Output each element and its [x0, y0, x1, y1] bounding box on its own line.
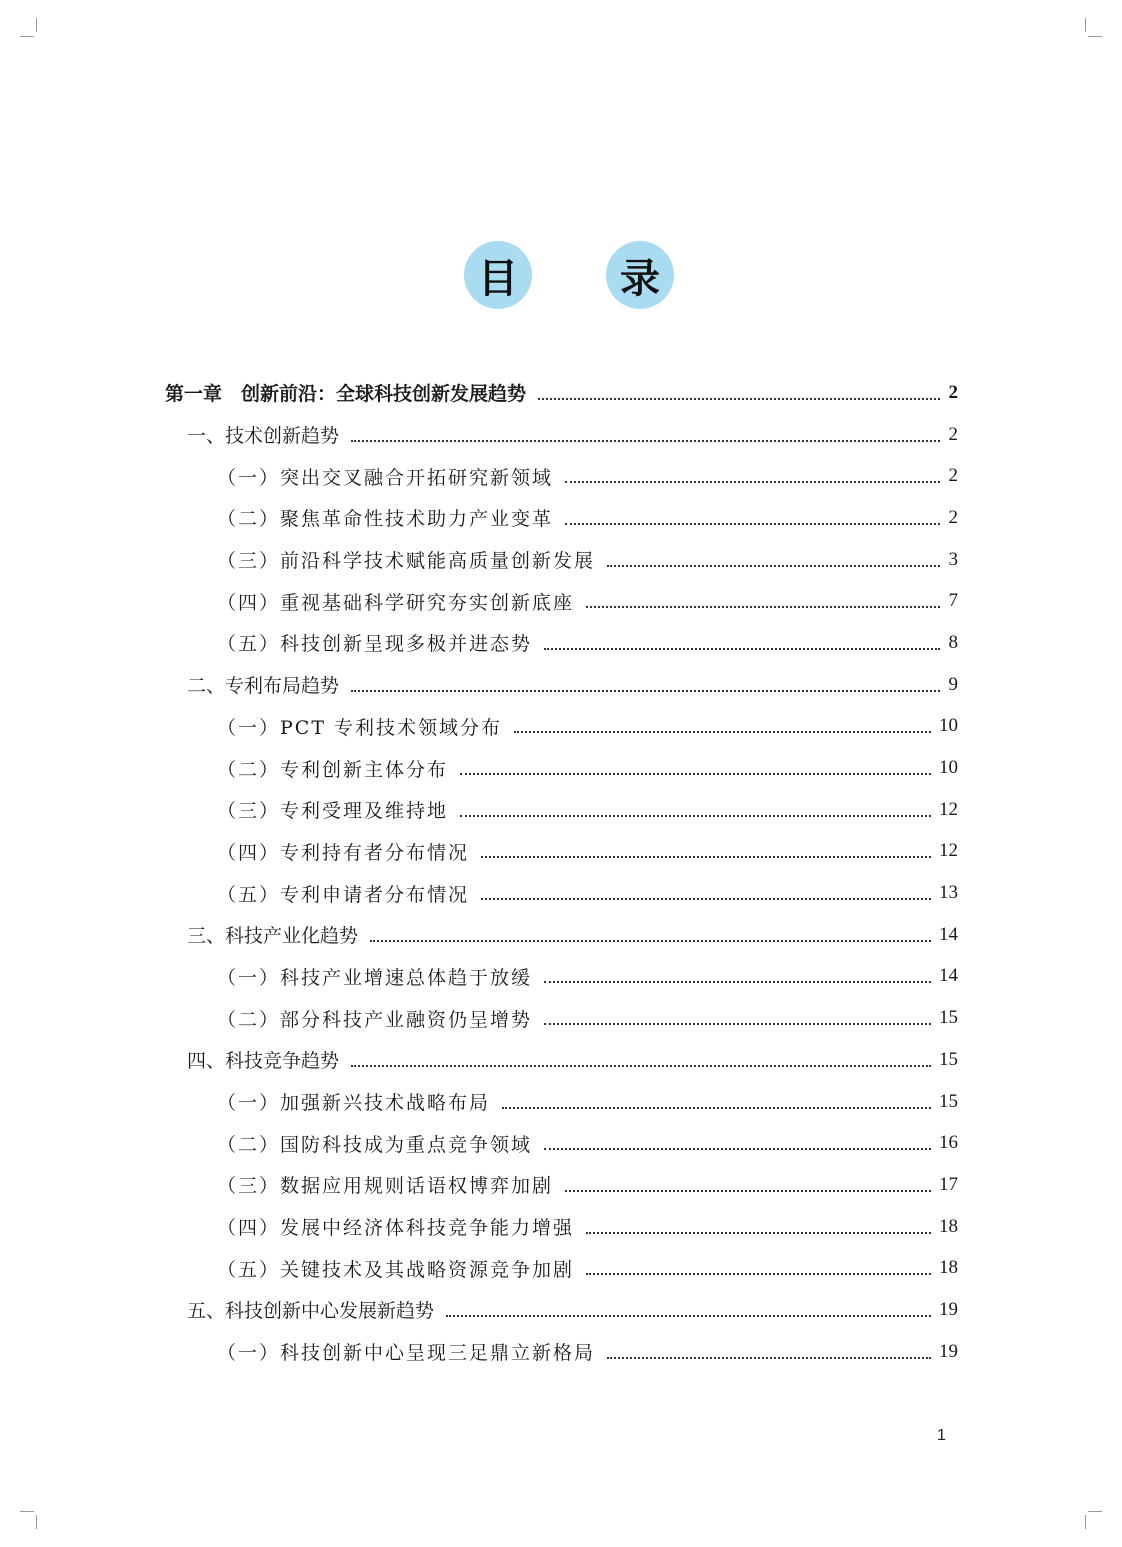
toc-leader-dots [481, 856, 931, 858]
toc-leader-dots [544, 981, 931, 983]
toc-entry[interactable] [165, 372, 958, 414]
toc-leader-dots [351, 1065, 931, 1067]
toc-entry-page: 2 [948, 381, 958, 403]
toc-entry-label: （一）PCT 专利技术领域分布 [217, 716, 503, 739]
toc-entry[interactable] [165, 1081, 958, 1123]
crop-mark [1085, 1515, 1086, 1529]
toc-leader-dots [565, 1190, 931, 1192]
toc-entry[interactable] [165, 706, 958, 748]
toc-entry[interactable] [165, 956, 958, 998]
toc-entry-label: （三）前沿科学技术赋能高质量创新发展 [217, 550, 596, 573]
toc-entry-label: 三、科技产业化趋势 [187, 925, 359, 948]
page-title [0, 241, 1122, 309]
toc-entry-label: （二）聚焦革命性技术助力产业变革 [217, 508, 554, 531]
toc-entry-label: （五）专利申请者分布情况 [217, 883, 470, 906]
toc-entry[interactable] [165, 1289, 958, 1331]
toc-entry-label: （四）专利持有者分布情况 [217, 841, 470, 864]
title-char-circle [464, 241, 532, 309]
toc-entry[interactable] [165, 1331, 958, 1373]
crop-mark [1088, 1511, 1102, 1512]
crop-mark [1088, 36, 1102, 37]
toc-entry-page: 15 [939, 1090, 958, 1112]
toc-entry-label: （三）数据应用规则话语权博弈加剧 [217, 1175, 554, 1198]
toc-leader-dots [460, 773, 931, 775]
toc-leader-dots [607, 1357, 931, 1359]
toc-entry-label: （一）加强新兴技术战略布局 [217, 1092, 491, 1115]
page-number: 1 [937, 1427, 946, 1444]
toc-entry-page: 15 [939, 1048, 958, 1070]
toc-entry-page: 19 [939, 1340, 958, 1362]
toc-leader-dots [544, 1023, 931, 1025]
toc-leader-dots [544, 648, 940, 650]
crop-mark [20, 1511, 34, 1512]
crop-mark [36, 1515, 37, 1529]
toc-entry-page: 2 [948, 506, 958, 528]
toc-entry-page: 9 [948, 673, 958, 695]
toc-leader-dots [544, 1148, 931, 1150]
toc-entry[interactable] [165, 497, 958, 539]
toc-entry[interactable] [165, 1122, 958, 1164]
toc-entry-page: 14 [939, 923, 958, 945]
toc-leader-dots [565, 481, 940, 483]
toc-entry-label: （三）专利受理及维持地 [217, 800, 449, 823]
toc-entry[interactable] [165, 1206, 958, 1248]
toc-entry-label: 五、科技创新中心发展新趋势 [187, 1300, 435, 1323]
toc-entry-label: （二）国防科技成为重点竞争领域 [217, 1133, 533, 1156]
title-char-circle [606, 241, 674, 309]
crop-mark [36, 18, 37, 32]
toc-entry-page: 18 [939, 1257, 958, 1279]
crop-mark [1085, 18, 1086, 32]
toc-entry-page: 13 [939, 882, 958, 904]
toc-leader-dots [446, 1315, 931, 1317]
toc-entry-page: 16 [939, 1132, 958, 1154]
toc-entry-page: 8 [948, 631, 958, 653]
toc-entry[interactable] [165, 455, 958, 497]
toc-entry[interactable] [165, 664, 958, 706]
title-char: 录 [620, 255, 660, 302]
toc-leader-dots [586, 1273, 931, 1275]
toc-entry[interactable] [165, 539, 958, 581]
toc-entry-page: 18 [939, 1215, 958, 1237]
toc-leader-dots [565, 523, 940, 525]
toc-entry-page: 15 [939, 1007, 958, 1029]
toc-entry[interactable] [165, 622, 958, 664]
toc-entry-label: （一）科技创新中心呈现三足鼎立新格局 [217, 1342, 596, 1365]
toc-entry[interactable] [165, 1039, 958, 1081]
toc-entry[interactable] [165, 414, 958, 456]
toc-entry-page: 7 [948, 590, 958, 612]
toc-entry-page: 2 [948, 465, 958, 487]
toc-leader-dots [460, 815, 931, 817]
toc-entry[interactable] [165, 1247, 958, 1289]
toc-entry-page: 10 [939, 757, 958, 779]
toc-entry-label: （四）发展中经济体科技竞争能力增强 [217, 1217, 575, 1240]
toc-entry-label: （二）专利创新主体分布 [217, 758, 449, 781]
toc-entry-page: 14 [939, 965, 958, 987]
toc-entry[interactable] [165, 1164, 958, 1206]
toc-leader-dots [538, 398, 940, 400]
toc-leader-dots [502, 1107, 931, 1109]
toc-entry-page: 12 [939, 798, 958, 820]
toc-entry-label: （二）部分科技产业融资仍呈增势 [217, 1008, 533, 1031]
toc-leader-dots [514, 731, 931, 733]
toc-entry-label: 四、科技竞争趋势 [187, 1050, 340, 1073]
toc-leader-dots [351, 440, 940, 442]
toc-entry[interactable] [165, 831, 958, 873]
toc-leader-dots [586, 606, 940, 608]
toc-entry-label: （五）科技创新呈现多极并进态势 [217, 633, 533, 656]
toc-entry-page: 3 [948, 548, 958, 570]
toc-entry[interactable] [165, 914, 958, 956]
toc-entry[interactable] [165, 747, 958, 789]
crop-mark [20, 36, 34, 37]
table-of-contents [165, 372, 958, 1373]
toc-entry-page: 2 [948, 423, 958, 445]
toc-entry-page: 17 [939, 1173, 958, 1195]
toc-entry-page: 12 [939, 840, 958, 862]
toc-entry-label: 二、专利布局趋势 [187, 675, 340, 698]
toc-leader-dots [586, 1232, 931, 1234]
toc-entry[interactable] [165, 997, 958, 1039]
toc-leader-dots [370, 940, 931, 942]
toc-entry-page: 19 [939, 1298, 958, 1320]
toc-entry[interactable] [165, 580, 958, 622]
toc-leader-dots [607, 565, 940, 567]
toc-entry-label: （四）重视基础科学研究夯实创新底座 [217, 591, 575, 614]
toc-entry[interactable] [165, 789, 958, 831]
toc-entry-page: 10 [939, 715, 958, 737]
toc-entry-label: （一）突出交叉融合开拓研究新领域 [217, 466, 554, 489]
title-char: 目 [478, 255, 518, 302]
toc-entry-label: （五）关键技术及其战略资源竞争加剧 [217, 1258, 575, 1281]
toc-leader-dots [481, 898, 931, 900]
toc-leader-dots [351, 690, 940, 692]
toc-entry[interactable] [165, 872, 958, 914]
toc-entry-label: 第一章 创新前沿：全球科技创新发展趋势 [165, 383, 527, 406]
toc-entry-label: 一、技术创新趋势 [187, 425, 340, 448]
toc-entry-label: （一）科技产业增速总体趋于放缓 [217, 966, 533, 989]
